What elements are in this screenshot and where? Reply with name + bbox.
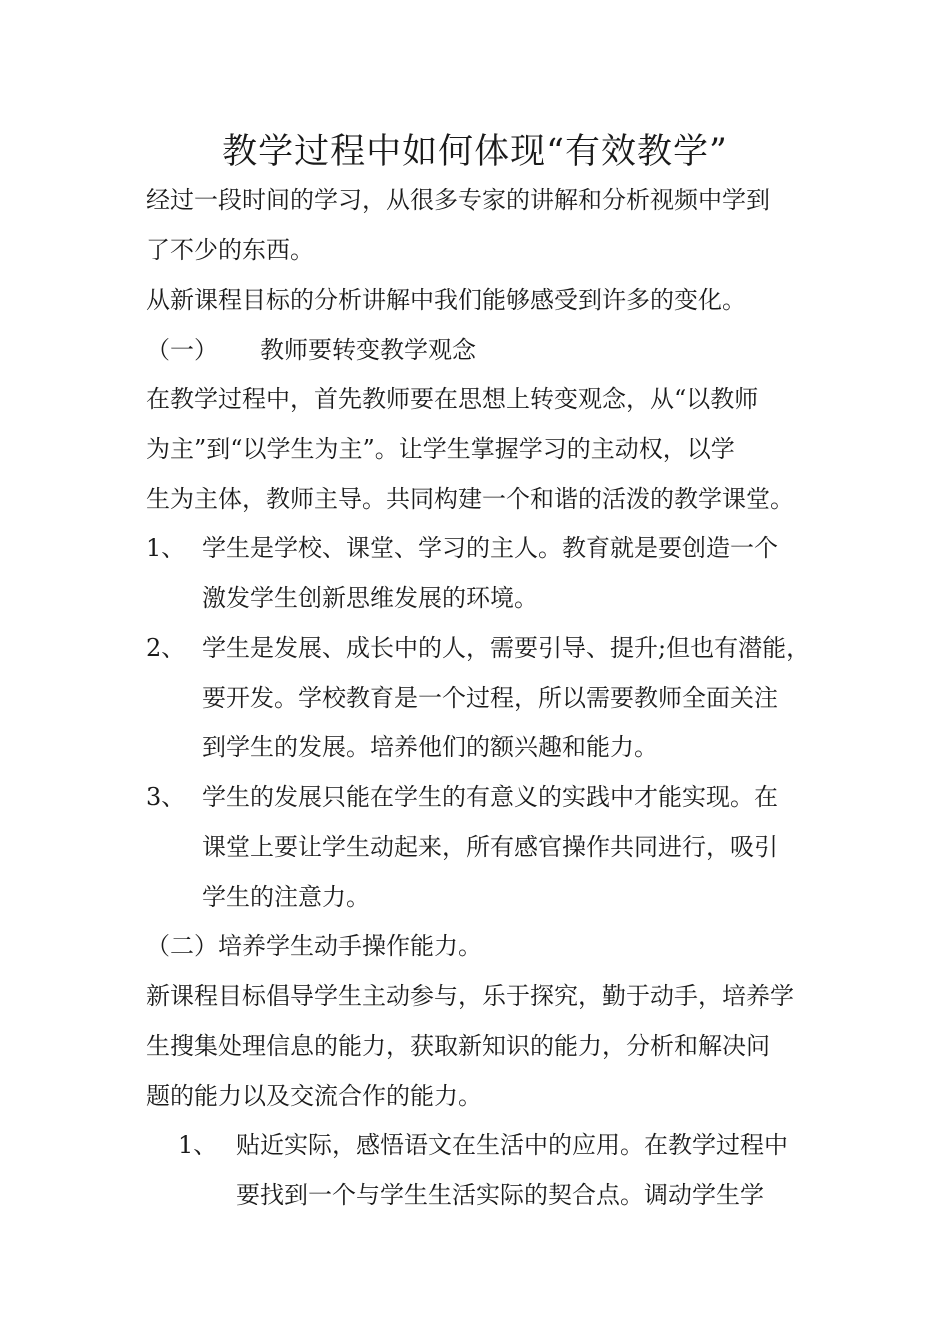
list-item-line: 学生的发展只能在学生的有意义的实践中才能实现。在 [202,783,778,811]
list-item-line: 激发学生创新思维发展的环境。 [202,584,538,612]
list-item-number: 1、 [178,1131,218,1159]
section2-para-line: 生搜集处理信息的能力，获取新知识的能力，分析和解决问 [146,1032,770,1060]
intro-line-1: 经过一段时间的学习，从很多专家的讲解和分析视频中学到 [146,186,770,214]
section2-para-line: 题的能力以及交流合作的能力。 [146,1082,482,1110]
list-item-line: 课堂上要让学生动起来，所有感官操作共同进行，吸引 [202,833,778,861]
section1-para-line: 为主”到“以学生为主”。让学生掌握学习的主动权，以学 [146,435,735,463]
list-item-number: 3、 [146,783,186,811]
section1-label: （一） [146,336,218,364]
list-item-line: 学生的注意力。 [202,883,370,911]
intro-line-2: 了不少的东西。 [146,236,314,264]
section1-heading: 教师要转变教学观念 [260,336,476,364]
section1-para-line: 生为主体，教师主导。共同构建一个和谐的活泼的教学课堂。 [146,485,794,513]
document-title: 教学过程中如何体现“有效教学” [222,132,728,172]
list-item-number: 2、 [146,634,186,662]
list-item-line: 到学生的发展。培养他们的额兴趣和能力。 [202,733,658,761]
list-item-line: 要找到一个与学生生活实际的契合点。调动学生学 [236,1181,764,1209]
list-item-line: 学生是发展、成长中的人，需要引导、提升;但也有潜能， [202,634,811,662]
paragraph-2: 从新课程目标的分析讲解中我们能够感受到许多的变化。 [146,286,746,314]
list-item-line: 要开发。学校教育是一个过程，所以需要教师全面关注 [202,684,778,712]
section2-para-line: 新课程目标倡导学生主动参与，乐于探究，勤于动手，培养学 [146,982,794,1010]
section2-heading: （二）培养学生动手操作能力。 [146,932,482,960]
list-item-line: 贴近实际，感悟语文在生活中的应用。在教学过程中 [236,1131,788,1159]
section1-para-line: 在教学过程中，首先教师要在思想上转变观念，从“以教师 [146,385,759,413]
list-item-number: 1、 [146,534,186,562]
list-item-line: 学生是学校、课堂、学习的主人。教育就是要创造一个 [202,534,778,562]
